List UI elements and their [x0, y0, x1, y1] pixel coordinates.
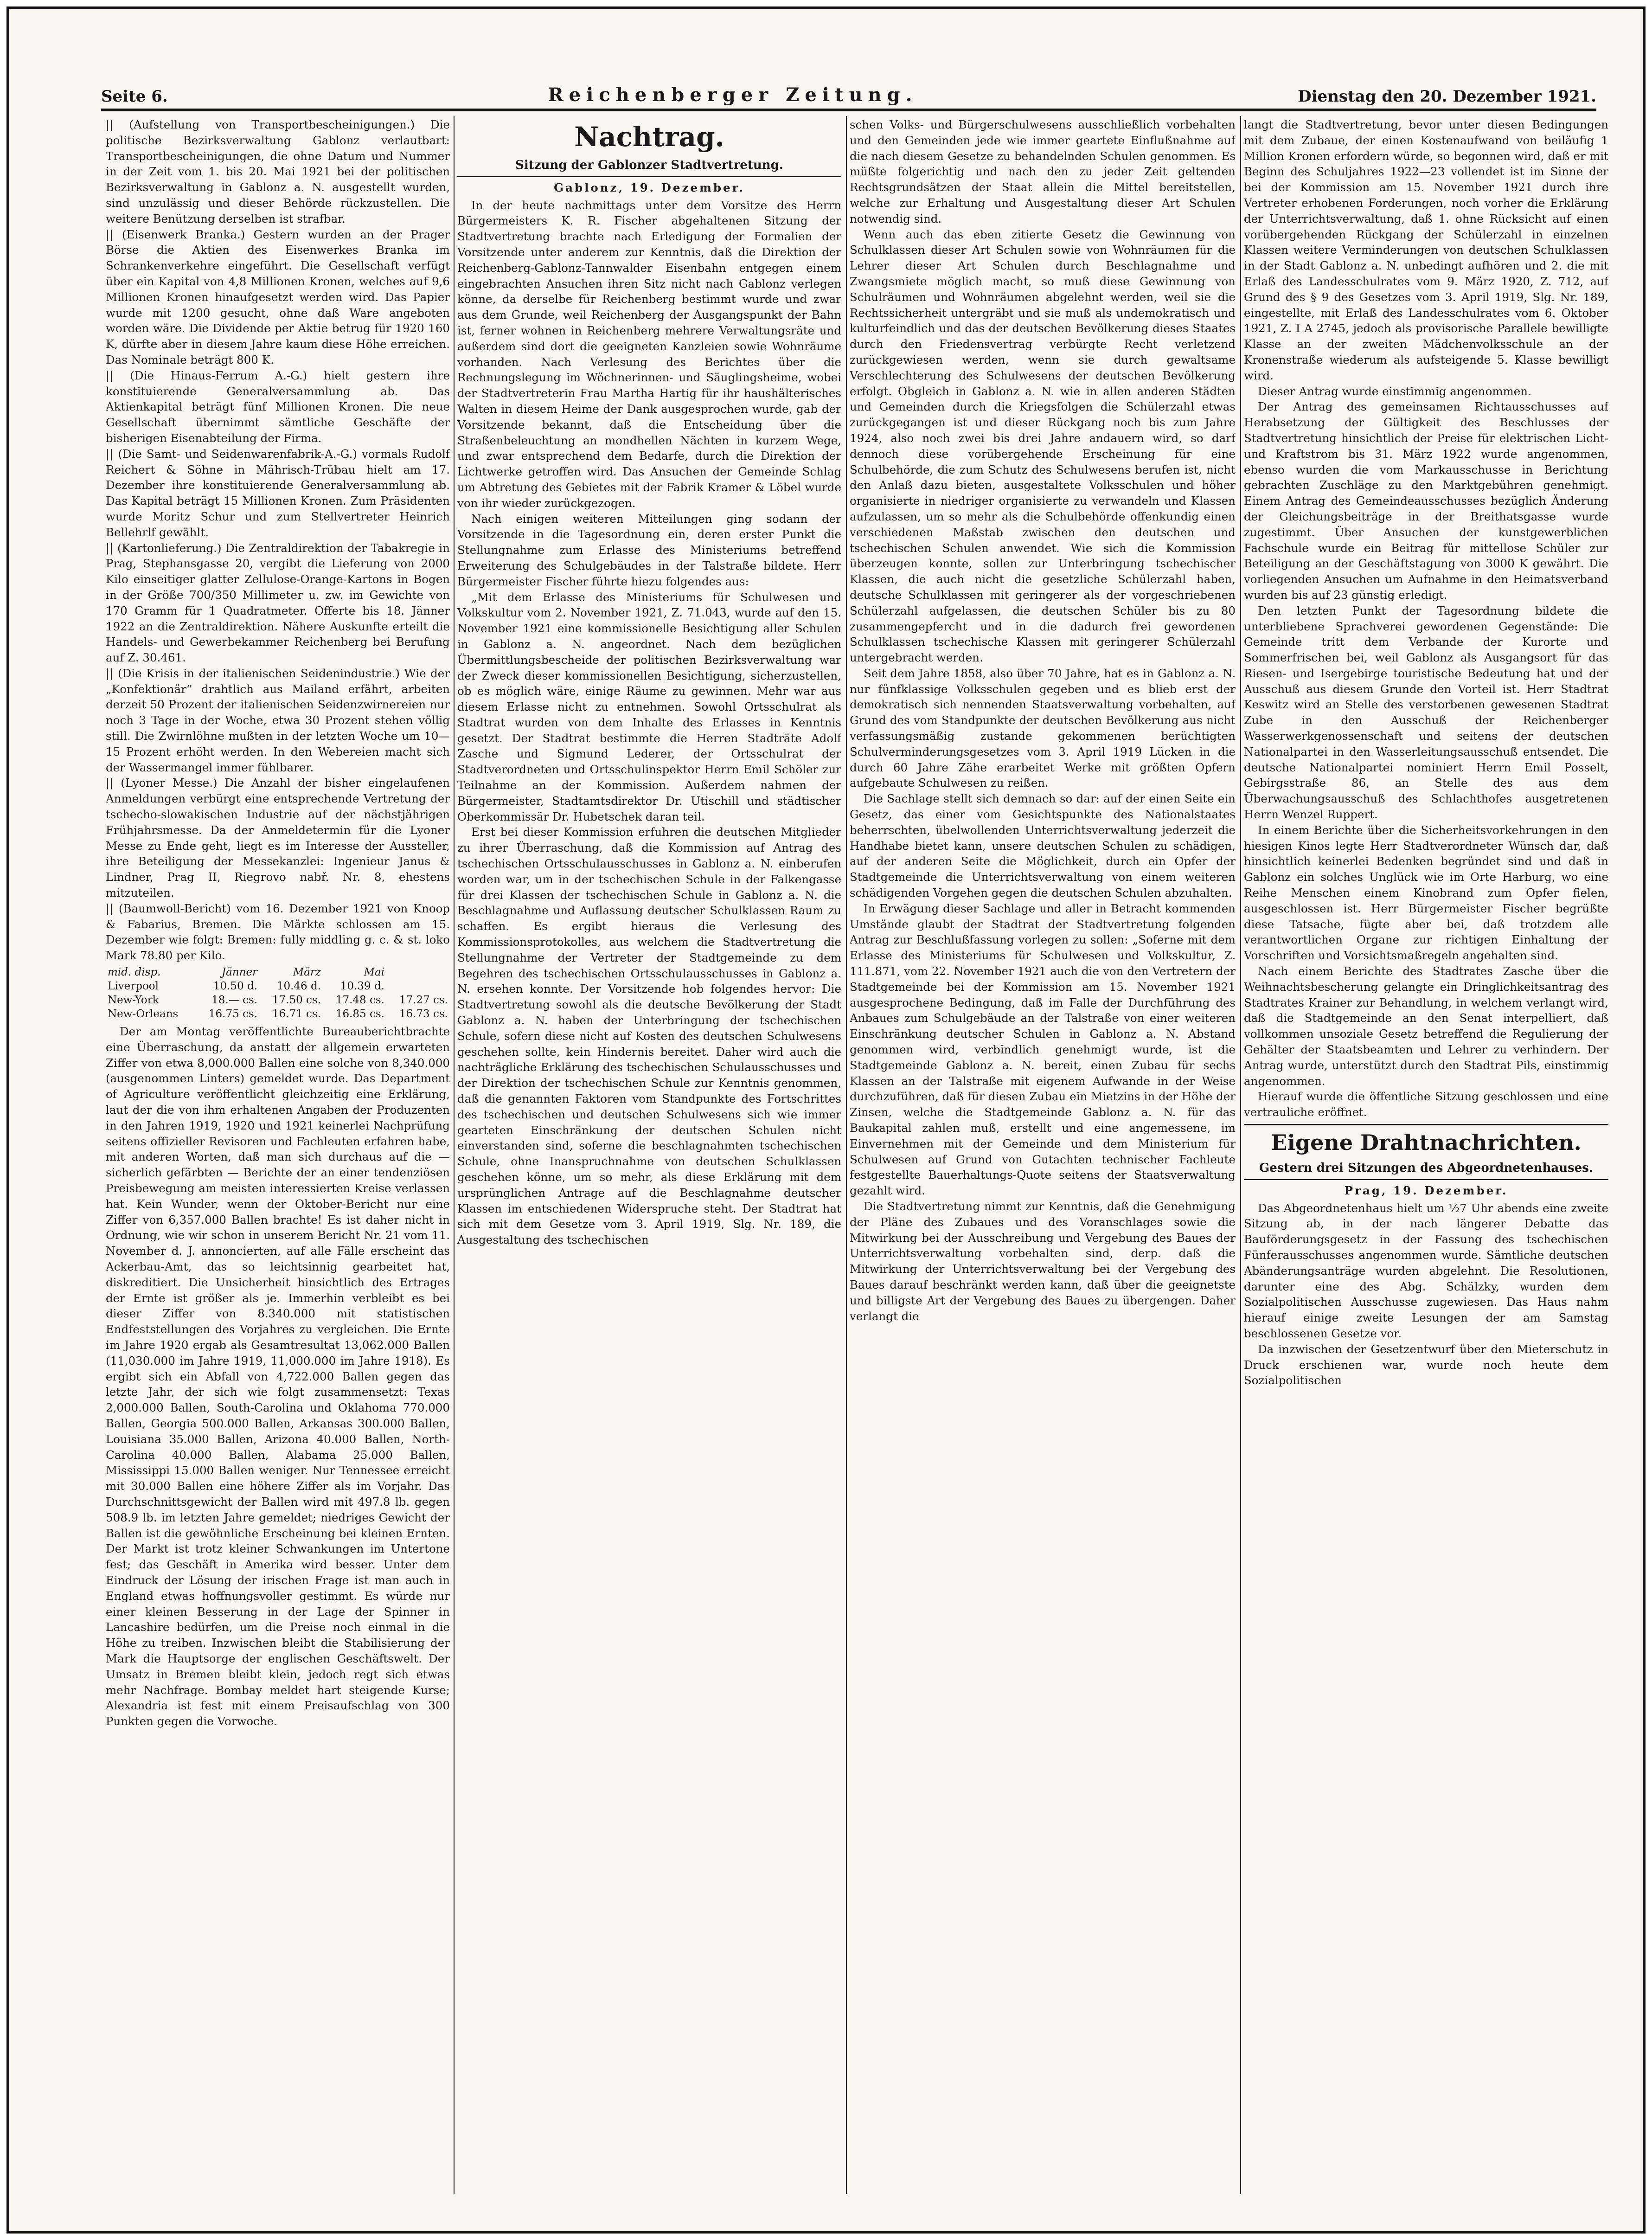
page-number: Seite 6. [101, 87, 168, 106]
page-header [101, 78, 1596, 106]
section-title: Nachtrag. [574, 121, 724, 153]
article-paragraph: Den letzten Punkt der Tagesordnung bildete die unterbliebene Sprachverei gewordenen Gegenstände: Die Gemeinde tritt dem Verbande der Kurorte und Sommerfrischen bei, weil Gablonz als Ausgangsort für das Riesen- und Isergebirge touristische Bedeutung hat und der Ausschuß aus diesem Grunde den Vorteil ist. Herr Stadtrat Keswitz wird an Stelle des verstorbenen gewesenen Stadtrat Zube in den Ausschuß der Reichenberger Wasserwerkgenossenschaft und seitens der deutschen Nationalpartei in den Wasserleitungsausschuß entsendet. Die deutsche Nationalpartei nominiert Herrn Emil Posselt, Gebirgsstraße 86, an Stelle des aus dem Überwachungsausschuß des Schlachthofes ausgetretenen Herrn Wenzel Ruppert. [1244, 603, 1608, 822]
section-rule [1244, 1124, 1608, 1125]
table-cell: New-York [108, 994, 159, 1007]
article-paragraph: Seit dem Jahre 1858, also über 70 Jahre, hat es in Gablonz a. N. nur fünfklassige Volksschulen gegeben und es blieb erst der demokratisch sich nennenden Staatsverwaltung vorbehalten, auf Grund des vom Standpunkte der deutschen Bevölkerung aus nicht verfassungsmäßig zustande gekommenen berüchtigten Schulverminderungsgesetzes vom 3. April 1919 Lücken in die durch 60 Jahre Zähe erarbeitet Werke mit größten Opfern aufgebaute Schulwesen zu reißen. [850, 666, 1236, 790]
article-paragraph: Wenn auch das eben zitierte Gesetz die Gewinnung von Schulklassen dieser Art Schulen sowie von Wohnräumen für die Lehrer dieser Art Schulen durch Beschlagnahme und Zwangsmiete möglich macht, so muß diese Gewinnung von Schulräumen und Wohnräumen abgelehnt werden, weil sie die Rechtssicherheit untergräbt und sie muß als undemokratisch und kulturfeindlich und das der deutschen Bevölkerung dieses Staates durch den Friedensvertrag verbürgte Recht verletzend zurückgewiesen werden, wenn sie durch gewaltsame Verschlechterung des Schulwesens der deutschen Bevölkerung erfolgt. Obgleich in Gablonz a. N. wie in allen anderen Städten und Gemeinden durch die Kriegsfolgen die Schülerzahl etwas zurückgegangen ist und dieser Rückgang noch bis zum Jahre 1924, also noch zwei bis drei Jahre andauern wird, so darf dennoch diese vorübergehende Erscheinung für eine Schulbehörde, die zum Schutz des Schulwesens berufen ist, nicht den Anlaß dazu bieten, ausgestaltete Volksschulen und höher organisierte in niedriger organisierte zu verwandeln und Klassen aufzulassen, um so mehr als die Schulbehörde offenkundig einen verschiedenen Maßstab zwischen den deutschen und tschechischen Schulen anwendet. Wie sich die Kommission überzeugen konnte, sollen zur Unterbringung tschechischer Klassen, die auch nicht die gesetzliche Schülerzahl haben, deutsche Schulklassen mit geringerer als der vorgeschriebenen Schülerzahl aufgelassen, die deutschen Schüler bis zu 80 zusammengepfercht und in die dadurch frei gewordenen Schulklassen tschechische Klassen mit geringerer Schülerzahl untergebracht werden. [850, 227, 1236, 665]
column-continuation [850, 117, 1236, 2190]
table-cell: Liverpool [108, 980, 159, 993]
table-header-cell: Mai [364, 966, 384, 979]
section-title: Eigene Drahtnachrichten. [1271, 1130, 1582, 1155]
article-paragraph: Hierauf wurde die öffentliche Sitzung geschlossen und eine vertrauliche eröffnet. [1244, 1090, 1608, 1119]
table-header-cell: März [293, 966, 321, 979]
table-cell: 17.27 cs. [399, 994, 448, 1007]
article-paragraph: Nach einigen weiteren Mitteilungen ging sodann der Vorsitzende in die Tagesordnung ein, deren erster Punkt die Stellungnahme zum Erlasse des Ministeriums betreffend Erweiterung des Schulgebäudes in der Talstraße bildete. Herr Bürgermeister Fischer führte hiezu folgendes aus: [457, 512, 841, 588]
table-cell: 16.85 cs. [335, 1008, 384, 1021]
article-paragraph: In einem Berichte über die Sicherheitsvorkehrungen in den hiesigen Kinos legte Herr Stadtverordneter Wünsch dar, daß hinsichtlich keinerlei Bedenken begründet sind und daß in Gablonz ein solches Unglück wie im Orte Harburg, wo eine Reihe Menschen einem Kinobrand zum Opfer fielen, ausgeschlossen ist. Herr Bürgermeister Fischer begrüßte diese Tatsache, fügte aber bei, daß trotzdem alle verantwortlichen Organe zur richtigen Einhaltung der Vorschriften und Vorsichtsmaßregeln angehalten sind. [1244, 823, 1608, 963]
table-cell: New-Orleans [108, 1008, 179, 1021]
table-row [106, 1007, 450, 1021]
column-divider [846, 116, 847, 2194]
table-cell: 18.— cs. [211, 994, 258, 1007]
issue-date: Dienstag den 20. Dezember 1921. [1298, 87, 1596, 106]
table-cell: 17.50 cs. [272, 994, 321, 1007]
article-paragraph: Der Antrag des gemeinsamen Richtausschusses auf Herabsetzung der Gültigkeit des Beschlusses der Stadtvertretung hinsichtlich der Preise für elektrischen Licht- und Kraftstrom bis 31. März 1922 wurde angenommen, ebenso wurden die vom Markausschusse in Berichtung gebrachten Zuschläge zu den Marktgebühren genehmigt. Einem Antrag des Gemeindeausschusses bezüglich Änderung der Gleichungsbeiträge in der Breithatsgasse wurde zugestimmt. Über Ansuchen der kunstgewerblichen Fachschule wurde ein Beitrag für mittellose Schüler zur Beteiligung an der Geschäftstagung von 3000 K gewährt. Die vorliegenden Ansuchen um Aufnahme in den Heimatsverband wurden bis auf 23 günstig erledigt. [1244, 400, 1608, 602]
cotton-price-table [106, 965, 450, 1021]
table-row [106, 979, 450, 993]
article-paragraph: || (Baumwoll-Bericht) vom 16. Dezember 1921 von Knoop & Fabarius, Bremen. Die Märkte schlossen am 15. Dezember wie folgt: Bremen: fully middling g. c. & st. loko Mark 78.80 per Kilo. [106, 901, 450, 963]
article-paragraph: Die Sachlage stellt sich demnach so dar: auf der einen Seite ein Gesetz, das einer vom Gesichtspunkte des Nationalstaates beherrschten, übelwollenden Unterrichtsverwaltung jederzeit die Handhabe bietet kann, unsere deutschen Schulen zu schädigen, auf der anderen Seite die Möglichkeit, durch ein Opfer der Stadtgemeinde die Unterrichtsverwaltung von einem weiteren schädigenden Vorgehen gegen die deutschen Schulen abzuhalten. [850, 792, 1236, 900]
table-cell: 10.39 d. [340, 980, 384, 993]
article-paragraph: Dieser Antrag wurde einstimmig angenommen. [1258, 384, 1531, 398]
article-paragraph: || (Die Krisis in der italienischen Seidenindustrie.) Wie der „Konfektionär“ drahtlich aus Mailand erfährt, arbeiten derzeit 50 Prozent der italienischen Seidenzwirnereien nur noch 3 Tage in der Woche, etwa 30 Prozent stehen völlig still. Die Zwirnlöhne mußten in der letzten Woche um 10—15 Prozent erhöht werden. In den Webereien macht sich der Wassermangel immer fühlbarer. [106, 666, 450, 774]
article-headline: Sitzung der Gablonzer Stadtvertretung. [457, 158, 841, 177]
article-paragraph: || (Lyoner Messe.) Die Anzahl der bisher eingelaufenen Anmeldungen verbürgt eine entsprechende Vertretung der tschecho-slowakischen Industrie auf der nächstjährigen Frühjahrsmesse. Da der Anmeldetermin für die Lyoner Messe zu Ende geht, liegt es im Interesse der Aussteller, ihre Beteiligung der Messekanzlei: Ingenieur Janus & Lindner, Prag II, Riegrovo nabř. Nr. 8, ehestens mitzuteilen. [106, 776, 450, 900]
article-paragraph: Nach einem Berichte des Stadtrates Zasche über die Weihnachtsbescherung gelangte ein Dringlichkeitsantrag des Stadtrates Krainer zur Behandlung, in welchem verlangt wird, daß die Stadtgemeinde an den Senat interpelliert, daß vollkommen unsoziale Gesetz betreffend die Regulierung der Gehälter der Staatsbeamten und Lehrer zu verhindern. Der Antrag wurde, unterstützt durch den Stadtrat Pils, einstimmig angenommen. [1244, 964, 1608, 1088]
table-header-cell: mid. disp. [108, 966, 161, 979]
header-rule [101, 109, 1596, 111]
article-paragraph: schen Volks- und Bürgerschulwesens ausschließlich vorbehalten und den Gemeinden jede wie immer geartete Einflußnahme auf die nach diesem Gesetze zu behandelnden Schulen genommen. Es müßte folgerichtig und nach den zu jeder Zeit geltenden Rechtsgrundsätzen der Staat allein die Mittel bereitstellen, welche zur Erhaltung und Ausgestaltung dieser Art Schulen notwendig sind. [850, 118, 1236, 225]
article-paragraph: Das Abgeordnetenhaus hielt um ½7 Uhr abends eine zweite Sitzung ab, in der nach längerer Debatte das Bauförderungsgesetz in der Fassung des tschechischen Fünferausschusses angenommen wurde. Sämtliche deutschen Abänderungsanträge wurden abgelehnt. Die Resolutionen, darunter eine des Abg. Schälzky, wurden dem Sozialpolitischen Ausschusse zugewiesen. Das Haus nahm hierauf einige zweite Lesungen der am Samstag beschlossenen Gesetze vor. [1244, 1201, 1608, 1340]
table-cell: 10.50 d. [213, 980, 258, 993]
article-paragraph: || (Aufstellung von Transportbescheinigungen.) Die politische Bezirksverwaltung Gablonz verlautbart: Transportbescheinigungen, die ohne Datum und Nummer in der Zeit vom 1. bis 20. Mai 1921 bei der politischen Bezirksverwaltung in Gablonz a. N. ausgestellt wurden, sind unzulässig und dieser Behörde rückzustellen. Die weitere Benützung derselben ist strafbar. [106, 118, 450, 225]
masthead: Reichenberger Zeitung. [548, 84, 918, 106]
article-paragraph: || (Eisenwerk Branka.) Gestern wurden an der Prager Börse die Aktien des Eisenwerkes Branka im Schrankenverkehre eingeführt. Die Gesellschaft verfügt über ein Kapital von 4,8 Millionen Kronen, welches auf 9,6 Millionen Kronen hinaufgesetzt werden wird. Das Papier wurde mit 1200 gesucht, ohne daß Ware angeboten worden wäre. Die Dividende per Aktie betrug für 1920 160 K, dürfte aber in diesem Jahre kaum diese Höhe erreichen. Das Nominale beträgt 800 K. [106, 227, 450, 366]
table-cell: 10.46 d. [276, 980, 321, 993]
article-paragraph: In der heute nachmittags unter dem Vorsitze des Herrn Bürgermeisters K. R. Fischer abgehaltenen Sitzung der Stadtvertretung brachte nach Erledigung der Formalien der Vorsitzende unter anderem zur Kenntnis, daß die Direktion der Reichenberg-Gablonz-Tannwalder Eisenbahn entgegen einem eingebrachten Ansuchen ihren Sitz nicht nach Gablonz verlegen könne, da derselbe für Reichenberg bestimmt wurde und zwar aus dem Grunde, weil Reichenberg der Ausgangspunkt der Bahn ist, ferner wohnen in Reichenberg mehrere Verwaltungsräte und außerdem sind dort die geeigneten Kanzleien sowie Wohnräume vorhanden. Nach Verlesung des Berichtes über die Rechnungslegung im Wöchnerinnen- und Säuglingsheime, wobei der Stadtvertreterin Frau Martha Hartig für ihr haushälterisches Walten in diesem Heime der Dank ausgesprochen wurde, gab der Vorsitzende bekannt, daß die Entscheidung über die Straßenbeleuchtung an mondhellen Nächten in kurzem Wege, und zwar entsprechend dem Bedarfe, durch die Direktion der Lichtwerke getroffen wird. Das Ansuchen der Gemeinde Schlag um Abtretung des Gebietes mit der Fabrik Kramer & Löbel wurde von ihr wieder zurückgezogen. [457, 198, 841, 510]
table-cell: 17.48 cs. [335, 994, 384, 1007]
table-cell: 16.71 cs. [272, 1008, 321, 1021]
column-nachtrag [457, 117, 841, 2190]
article-paragraph: Die Stadtvertretung nimmt zur Kenntnis, daß die Genehmigung der Pläne des Zubaues und des Voranschlages sowie die Mitwirkung bei der Ausschreibung und Vergebung des Baues der Unterrichtsverwaltung vorbehalten sind, derp. daß die Mitwirkung der Unterrichtsverwaltung bei der Vergebung des Baues darauf beschränkt werden kann, daß über die geeignetste und billigste Art der Vergebung des Baues zu übergengen. Daher verlangt die [850, 1199, 1236, 1323]
article-paragraph: Erst bei dieser Kommission erfuhren die deutschen Mitglieder zu ihrer Überraschung, daß die Kommission auf Antrag des tschechischen Ortsschulausschusses in Gablonz a. N. einberufen worden war, um in der tschechischen Schule in der Falkengasse für drei Klassen der tschechischen Schule in Gablonz a. N. die Beschlagnahme und Auflassung deutscher Schulklassen Raum zu schaffen. Es ergibt hieraus die Verlesung des Kommissionsprotokolles, aus welchem die Stadtvertretung die Stellungnahme der Vertreter der Stadtgemeinde zu dem Begehren des tschechischen Ortsschulausschusses in Gablonz a. N. ersehen konnte. Der Vorsitzende hob folgendes hervor: Die Stadtvertretung sowohl als die deutsche Bevölkerung der Stadt Gablonz a. N. haben der Unterbringung der tschechischen Schule, sofern diese nicht auf Kosten des deutschen Schulwesens geschehen sollte, kein Hindernis bereitet. Daher wird auch die nachträgliche Erklärung des tschechischen Schulausschusses und der Direktion der tschechischen Schule zur Kenntnis genommen, daß die genannten Faktoren vom Standpunkte des Fortschrittes des tschechischen und deutschen Schulwesens sich wie immer gearteten Einschränkung der deutschen Schulen nicht einverstanden sind, soferne die beschlagnahmten tschechischen Schule, ohne Inanspruchnahme von deutschen Schulklassen geschehen könne, um so mehr, als diese Erklärung mit dem ursprünglichen Antrage auf die Beschlagnahme deutscher Klassen im entschiedenen Widerspruche steht. Der Stadtrat hat sich mit dem Gesetze vom 3. April 1919, Slg. Nr. 189, die Ausgestaltung des tschechischen [457, 825, 841, 1247]
dateline: Gablonz, 19. Dezember. [554, 180, 745, 194]
article-paragraph: In Erwägung dieser Sachlage und aller in Betracht kommenden Umstände glaubt der Stadtrat der Stadtvertretung folgenden Antrag zur Beschlußfassung vorlegen zu sollen: „Soferne mit dem Erlasse des Ministeriums für Schulwesen und Volkskultur, Z. 111.871, vom 22. November 1921 auch die von den Vertretern der Stadtgemeinde bei der Kommission am 15. November 1921 ausgesprochene Bedingung, daß im Falle der Durchführung des Anbaues zum Schulgebäude an der Talstraße von einer weiteren Einschränkung deutscher Schulen in Gablonz a. N. Abstand genommen wird, verbindlich genehmigt wurde, ist die Stadtgemeinde Gablonz a. N. bereit, einen Zubau für sechs Klassen an der Talstraße mit eigenem Aufwande in der Weise durchzuführen, daß für diesen Zubau ein Mietzins in der Höhe der Zinsen, welche die Stadtgemeinde Gablonz a. N. für das Baukapital zahlen muß, erstellt und eine angemessene, im Einvernehmen mit der Gemeinde und dem Ministerium für Schulwesen auf Grund von Gutachten technischer Fachleute festgestellte Bauerhaltungs-Quote seitens der Staatsverwaltung gezahlt wird. [850, 901, 1236, 1198]
article-paragraph: Da inzwischen der Gesetzentwurf über den Mieterschutz in Druck erschienen war, wurde noch heute dem Sozialpolitischen [1244, 1342, 1608, 1387]
article-headline: Gestern drei Sitzungen des Abgeordnetenhauses. [1244, 1161, 1608, 1180]
column-divider [454, 116, 455, 2194]
table-cell: 16.73 cs. [399, 1008, 448, 1021]
column-divider [1240, 116, 1241, 2194]
article-paragraph: langt die Stadtvertretung, bevor unter diesen Bedingungen mit dem Zubaue, der einen Kostenaufwand von beiläufig 1 Million Kronen erfordern würde, so begonnen wird, daß er mit Beginn des Schuljahres 1922—23 vollendet ist im Sinne der bei der Kommission am 15. November 1921 durch ihre Vertreter erhobenen Forderungen, noch vorher die Erklärung der Unterrichtsverwaltung, daß 1. ohne Rücksicht auf einen vorübergehenden Rückgang der Schülerzahl in einzelnen Klassen weitere Verminderungen von deutschen Schulklassen in der Stadt Gablonz a. N. unbedingt aufhören und 2. die mit Erlaß des Landesschulrates vom 9. März 1920, Z. 712, auf Grund des § 9 des Gesetzes vom 3. April 1919, Slg. Nr. 189, eingestellte, mit Erlaß des Landesschulrates vom 6. Oktober 1921, Z. I A 2745, jedoch als provisorische Parallele bewilligte Klasse an der zweiten Mädchenvolksschule an der Kronenstraße wiederum als aufsteigende 5. Klasse bewilligt wird. [1244, 118, 1608, 382]
article-paragraph: || (Die Samt- und Seidenwarenfabrik-A.-G.) vormals Rudolf Reichert & Söhne in Mährisch-Trübau hielt am 17. Dezember ihre konstituierende Generalversammlung ab. Das Kapital beträgt 15 Millionen Kronen. Zum Präsidenten wurde Moritz Schur und zum Stellvertreter Heinrich Bellehrlf gewählt. [106, 447, 450, 539]
column-economy [106, 117, 450, 2190]
dateline: Prag, 19. Dezember. [1344, 1183, 1508, 1197]
table-header-row [106, 965, 450, 979]
article-paragraph: Der am Montag veröffentlichte Bureauberichtbrachte eine Überraschung, da anstatt der allgemein erwarteten Ziffer von etwa 8,000.000 Ballen eine solche von 8,340.000 (ausgenommen Linters) gemeldet wurde. Das Department of Agriculture veröffentlicht gleichzeitig eine Erklärung, laut der die von ihm erhaltenen Angaben der Produzenten in den Jahren 1919, 1920 und 1921 keinerlei Nachprüfung seitens offizieller Revisoren und Fachleuten erfahren habe, mit anderen Worten, daß man sich durchaus auf die — sicherlich gefärbten — Berichte der an einer tendenziösen Preisbewegung am meisten interessierten Kreise verlassen hat. Kein Wunder, wenn der Oktober-Bericht nur eine Ziffer von 6,357.000 Ballen brachte! Es ist daher nicht in Ordnung, wie wir schon in unserem Bericht Nr. 21 vom 11. November d. J. annoncierten, auf alle Fälle erscheint das Ackerbau-Amt, das so leichtsinnig gearbeitet hat, diskreditiert. Die Unsicherheit hinsichtlich des Ertrages der Ernte ist größer als je. Immerhin verbleibt es bei dieser Ziffer von 8.340.000 mit statistischen Endfeststellungen des Vorjahres zu vergleichen. Die Ernte im Jahre 1920 ergab als Gesamtresultat 13,062.000 Ballen (11,030.000 im Jahre 1919, 11,000.000 im Jahre 1918). Es ergibt sich ein Abfall von 4,722.000 Ballen gegen das letzte Jahr, der sich wie folgt zusammensetzt: Texas 2,000.000 Ballen, South-Carolina und Oklahoma 770.000 Ballen, Georgia 500.000 Ballen, Arkansas 300.000 Ballen, Louisiana 35.000 Ballen, Arizona 40.000 Ballen, North-Carolina 40.000 Ballen, Alabama 25.000 Ballen, Mississippi 15.000 Ballen weniger. Nur Tennessee erreicht mit 30.000 Ballen eine höhere Ziffer als im Vorjahr. Das Durchschnittsgewicht der Ballen wird mit 497.8 lb. gegen 508.9 lb. im letzten Jahre gemeldet; niedriges Gewicht der Ballen ist die gewöhnliche Erscheinung bei kleinen Ernten. Der Markt ist trotz kleiner Schwankungen im Untertone fest; das Geschäft in Amerika wird besser. Unter dem Eindruck der Lösung der irischen Frage ist man auch in England etwas hoffnungsvoller gestimmt. Es würde nur einer kleinen Besserung in der Lage der Spinner in Lancashire bedürfen, um die Preise noch einmal in die Höhe zu treiben. Inzwischen bleibt die Stabilisierung der Mark die Hauptsorge der englischen Geschäftswelt. Der Umsatz in Bremen bleibt klein, jedoch regt sich etwas mehr Nachfrage. Bombay meldet hart steigende Kurse; Alexandria ist fest mit einem Preisaufschlag von 300 Punkten gegen die Vorwoche. [106, 1025, 450, 1728]
column-news [1244, 117, 1608, 2190]
table-row [106, 993, 450, 1007]
table-header-cell: Jänner [221, 966, 258, 979]
article-paragraph: || (Kartonlieferung.) Die Zentraldirektion der Tabakregie in Prag, Stephansgasse 20, vergibt die Lieferung von 2000 Kilo einseitiger glatter Zellulose-Orange-Kartons in Bogen in der Größe 700/350 Millimeter u. zw. im Gewichte von 170 Gramm für 1 Quadratmeter. Offerte bis 18. Jänner 1922 an die Zentraldirektion. Nähere Auskunfte erteilt die Handels- und Gewerbekammer Reichenberg bei Berufung auf Z. 30.461. [106, 541, 450, 665]
article-paragraph: „Mit dem Erlasse des Ministeriums für Schulwesen und Volkskultur vom 2. November 1921, Z. 71.043, wurde auf den 15. November 1921 eine kommissionelle Besichtigung aller Schulen in Gablonz a. N. angeordnet. Nach dem bezüglichen Übermittlungsbescheide der politischen Bezirksverwaltung war der Zweck dieser kommissionellen Besichtigung, sicherzustellen, ob es möglich wäre, einige Räume zu gewinnen. Mehr war aus diesem Erlasse nicht zu entnehmen. Sowohl Ortsschulrat als Stadtrat wurden von dem Inhalte des Erlasses in Kenntnis gesetzt. Der Stadtrat bestimmte die Herren Stadträte Adolf Zasche und Sigmund Lederer, der Ortsschulrat der Stadtverordneten und Ortsschulinspektor Herrn Emil Schöler zur Teilnahme an der Kommission. Außerdem nahmen der Bürgermeister, Stadtamtsdirektor Dr. Utischill und städtischer Oberkommissär Dr. Hubetschek daran teil. [457, 590, 841, 823]
article-paragraph: || (Die Hinaus-Ferrum A.-G.) hielt gestern ihre konstituierende Generalversammlung ab. Das Aktienkapital beträgt fünf Millionen Kronen. Die neue Gesellschaft übernimmt sämtliche Geschäfte der bisherigen Eisenabteilung der Firma. [106, 368, 450, 445]
table-cell: 16.75 cs. [208, 1008, 258, 1021]
